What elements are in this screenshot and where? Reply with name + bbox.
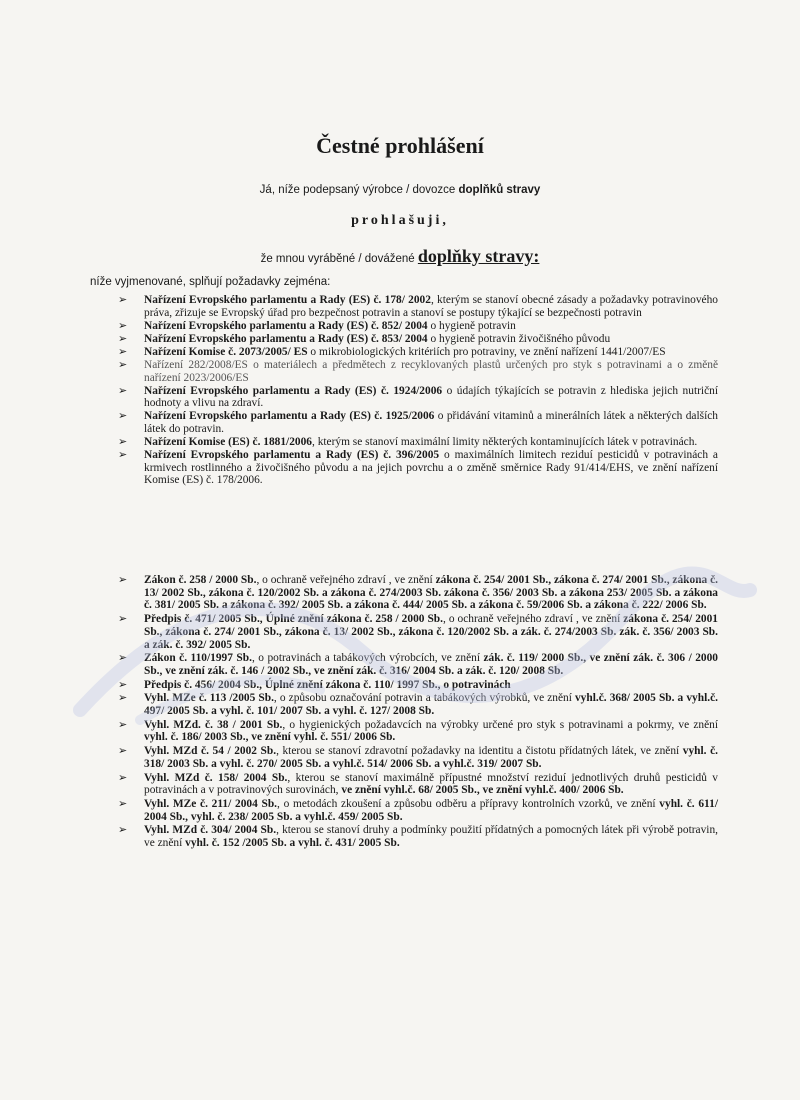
list-item [118,719,718,744]
arrow-bullet-icon: ➢ [118,823,128,837]
list-item [118,692,718,717]
list-item [118,294,718,319]
item-lead: Vyhl. MZd č. 158/ 2004 Sb. [144,771,288,784]
item-text: o přidávání vitaminů a minerálních látek a některých dalších látek do potravin. [144,410,719,435]
list-item [118,385,718,410]
list-item [118,652,718,677]
list-item [118,410,718,435]
item-amendments: zákona č. 254/ 2001 Sb., zákona č. 274/ 2001 Sb., zákona č. 13/ 2002 Sb., zákona č. 120/2002 Sb. a zákona č. 274/2003 Sb. zákona č. 356/ 2003 Sb. a zákona 253/ 2005 Sb. a zákona č. 381/ 2005 Sb. a zákona č. 392/ 2005 Sb. a zákona č. 444/ 2005 Sb. a zákona č. 59/2006 Sb. a zákona č. 222/ 2006 Sb. [144,574,718,612]
item-amendments: vyhl. č. 186/ 2003 Sb., ve znění vyhl. č. 551/ 2006 Sb. [144,731,396,744]
list-item [118,772,718,797]
declarant-bold: doplňků stravy [458,184,541,196]
item-text: o mikrobiologických kritériích pro potraviny, ve znění nařízení 1441/2007/ES [307,345,666,358]
item-lead: Nařízení Evropského parlamentu a Rady (ES) č. 178/ 2002 [144,294,431,306]
list-item [118,436,718,449]
list-item [118,333,718,346]
arrow-bullet-icon: ➢ [118,573,128,586]
item-lead: Předpis č. 456/ 2004 Sb., Úplné znění zákona č. 110/ 1997 Sb., o potravinách [144,678,511,691]
item-text: , o hygienických požadavcích na výrobky určené pro styk s potravinami a pokrmy, ve znění [282,718,718,731]
arrow-bullet-icon: ➢ [118,612,128,626]
arrow-bullet-icon: ➢ [118,344,128,358]
list-item [118,320,718,333]
arrow-bullet-icon: ➢ [118,293,128,306]
list-item [118,449,718,487]
list-item [118,745,718,770]
item-lead: Předpis č. 471/ 2005 Sb., Úplné znění zákona č. 258 / 2000 Sb. [144,613,443,626]
arrow-bullet-icon: ➢ [118,435,128,449]
item-amendments: vyhl. č. 152 /2005 Sb. a vyhl. č. 431/ 2005 Sb. [185,837,400,850]
arrow-bullet-icon: ➢ [118,770,128,784]
arrow-bullet-icon: ➢ [118,448,128,462]
item-text: , o metodách zkoušení a způsobu odběru a přípravy kontrolních vzorků, ve znění [277,797,660,810]
list-item [118,574,718,612]
item-text: , o ochraně veřejného zdraví , ve znění [443,613,624,626]
item-amendments: vyhl.č. 368/ 2005 Sb. a vyhl.č. 497/ 2005 Sb. a vyhl. č. 101/ 2007 Sb. a vyhl. č. 127/ 2008 Sb. [144,692,718,718]
list-item [118,359,718,384]
arrow-bullet-icon: ➢ [118,383,128,397]
item-text: , o potravinách a tabákových výrobcích, ve znění [251,652,484,665]
arrow-bullet-icon: ➢ [118,409,128,423]
item-text: , o způsobu označování potravin a tabákových výrobků, ve znění [273,692,575,705]
item-lead: Nařízení Evropského parlamentu a Rady (ES) č. 852/ 2004 [144,319,428,332]
intro-text: níže vyjmenované, splňují požadavky zejména: [90,276,331,288]
item-amendments: vyhl. č. 611/ 2004 Sb., vyhl. č. 238/ 2005 Sb. a vyhl.č. 459/ 2005 Sb. [144,797,718,823]
item-lead: Zákon č. 110/1997 Sb. [144,652,252,665]
item-text: , kterou se stanoví maximálně přípustné množství reziduí jednotlivých druhů pesticidů v potravinách a v potravinových surovinách, [144,771,718,797]
arrow-bullet-icon: ➢ [118,691,128,705]
arrow-bullet-icon: ➢ [118,796,128,810]
arrow-bullet-icon: ➢ [118,717,128,731]
item-lead: Nařízení Evropského parlamentu a Rady (ES) č. 1925/2006 [144,410,435,423]
item-amendments: vyhl. č. 318/ 2003 Sb. a vyhl. č. 270/ 2005 Sb. a vyhl.č. 514/ 2006 Sb. a vyhl.č. 319/ 2007 Sb. [144,745,718,770]
item-amendments: ve znění vyhl.č. 68/ 2005 Sb., ve znění vyhl.č. 400/ 2006 Sb. [341,784,624,797]
arrow-bullet-icon: ➢ [118,357,128,371]
item-lead: Nařízení Komise č. 2073/2005/ ES [144,345,308,358]
item-text: , kterou se stanoví zdravotní požadavky na identitu a čistotu přídatných látek, ve znění [276,745,683,758]
item-text: o hygieně potravin [427,319,516,332]
item-lead: Vyhl. MZd. č. 38 / 2001 Sb. [144,718,283,731]
declarant-text: Já, níže podepsaný výrobce / dovozce [259,184,459,196]
item-lead: Vyhl. MZe č. 113 /2005 Sb. [144,692,274,705]
item-lead: Vyhl. MZd č. 54 / 2002 Sb. [144,745,277,758]
cz-laws-list [118,574,718,851]
arrow-bullet-icon: ➢ [118,318,128,332]
arrow-bullet-icon: ➢ [118,651,128,665]
item-text: o údajích týkajících se potravin z hlediska jejich nutriční hodnoty a vlivu na zdraví. [144,384,718,410]
item-lead: Vyhl. MZd č. 304/ 2004 Sb. [144,824,277,837]
item-lead: Nařízení Evropského parlamentu a Rady (ES) č. 853/ 2004 [144,332,428,345]
declarant-line [0,184,800,196]
arrow-bullet-icon: ➢ [118,331,128,345]
item-text: , o ochraně veřejného zdraví , ve znění [256,574,436,586]
document-title: Čestné prohlášení [316,133,484,158]
item-lead: Zákon č. 258 / 2000 Sb. [144,574,257,586]
item-text: , kterým se stanoví obecné zásady a požadavky potravinového práva, zřizuje se Evropský úřad pro bezpečnost potravin a stanoví se postupy týkající se bezpečnosti potravin [144,294,718,319]
list-item [118,824,718,849]
arrow-bullet-icon: ➢ [118,677,128,691]
products-line [0,246,800,267]
list-item [118,613,718,651]
arrow-bullet-icon: ➢ [118,744,128,758]
list-item [118,346,718,359]
item-amendments: zákona č. 254/ 2001 Sb., zákona č. 274/ 2001 Sb., zákona č. 13/ 2002 Sb., zákona č. 120/2002 Sb. a zák. č. 274/2003 Sb. zák. č. 356/ 2003 Sb. a zák. č. 392/ 2005 Sb. [144,613,719,651]
products-heading: doplňky stravy: [417,246,540,266]
item-amendments: zák. č. 119/ 2000 Sb., ve znění zák. č. 306 / 2000 Sb., ve znění zák. č. 146 / 2002 Sb., ve znění zák. č. 316/ 2004 Sb. a zák. č. 120/ 2008 Sb. [144,652,718,677]
list-item [118,798,718,823]
eu-regulations-list [118,294,718,487]
item-text: , kterou se stanoví druhy a podmínky použití přídatných a pomocných látek při výrobě potravin, ve znění [144,824,718,850]
list-item [118,679,718,692]
item-lead: Nařízení Evropského parlamentu a Rady (ES) č. 396/2005 [144,449,440,462]
declare-word: prohlašuji, [351,213,449,228]
item-lead: Vyhl. MZe č. 211/ 2004 Sb. [144,797,278,810]
item-lead: Nařízení Komise (ES) č. 1881/2006 [144,436,312,449]
item-text: o maximálních limitech reziduí pesticidů v potravinách a krmivech rostlinného a živočišného původu a na jejich povrchu a o změně směrnice Rady 91/414/EHS, ve znění nařízení Komise (ES) č. 178/2006. [144,449,718,487]
products-text: že mnou vyráběné / dovážené [260,253,418,265]
item-text: Nařízení 282/2008/ES o materiálech a předmětech z recyklovaných plastů určených pro styk s potravinami a o změně nařízení 2023/2006/ES [144,358,718,384]
item-text: o hygieně potravin živočišného původu [427,332,611,345]
item-lead: Nařízení Evropského parlamentu a Rady (ES) č. 1924/2006 [144,384,443,397]
item-text: , kterým se stanoví maximální limity některých kontaminujících látek v potravinách. [312,436,698,449]
